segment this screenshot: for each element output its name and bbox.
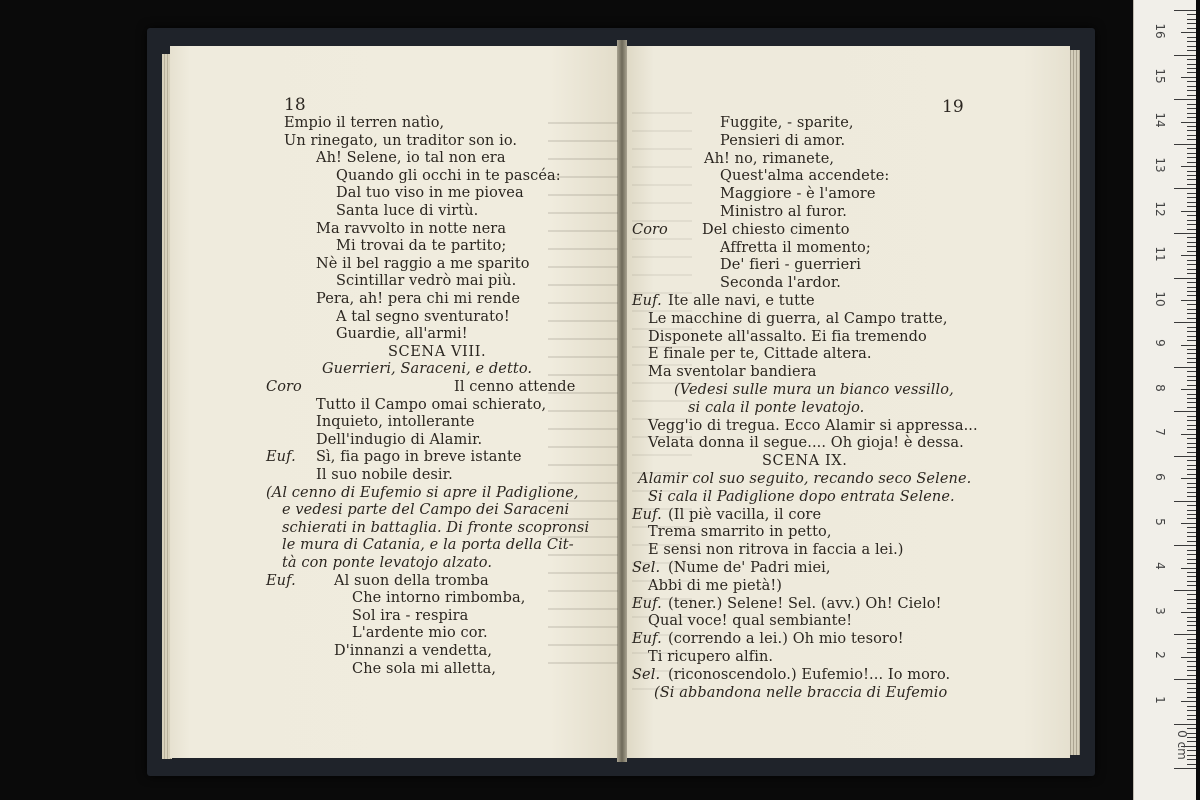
ruler-label: 16 [1153,23,1167,39]
ruler-tick [1174,367,1196,368]
speaker-label: Sel. [632,666,661,683]
ruler-label: 7 [1153,428,1167,437]
ruler-tick [1174,411,1196,412]
ruler-tick [1187,639,1196,640]
ruler-tick [1187,675,1196,676]
ruler-tick [1187,688,1196,689]
ruler-tick [1181,434,1196,435]
ruler-tick [1187,113,1196,114]
ruler-tick [1187,599,1196,600]
ruler-tick [1187,407,1196,408]
ruler-label: 12 [1153,201,1167,218]
ruler-tick [1187,318,1196,319]
text-line: e vedesi parte del Campo dei Saraceni [282,502,570,519]
speaker-label: Euf. [632,506,662,523]
ruler-tick [1187,175,1196,176]
ruler-tick [1187,492,1196,493]
text-line: Che intorno rimbomba, [352,590,526,607]
ruler-tick [1187,666,1196,667]
ruler-tick [1187,117,1196,118]
text-line: Vegg'io di tregua. Ecco Alamir si appressa... [648,417,978,434]
ruler-label: 0 cm [1175,729,1189,760]
ruler-tick [1187,661,1196,662]
ruler-label: 9 [1153,339,1167,347]
ruler-tick [1181,478,1196,479]
ruler-label: 1 [1153,696,1167,704]
ruler-tick [1187,425,1196,426]
ruler-label: 11 [1153,246,1167,262]
text-line: De' fieri - guerrieri [720,257,862,274]
text-line: Ah! no, rimanete, [704,150,835,167]
ruler-tick [1187,184,1196,185]
ruler-tick [1187,68,1196,69]
ruler-tick [1187,86,1196,87]
text-line: Guardie, all'armi! [336,326,468,343]
ruler-tick [1187,460,1196,461]
ruler-tick [1187,554,1196,555]
ruler-tick [1181,255,1196,256]
ruler-tick [1187,327,1196,328]
ruler-tick [1187,108,1196,109]
ruler-tick [1181,32,1196,33]
ruler-tick [1187,371,1196,372]
ruler-tick [1187,559,1196,560]
ruler-tick [1187,630,1196,631]
ruler-label: 13 [1153,157,1167,173]
ruler-tick [1187,287,1196,288]
ruler-tick [1181,345,1196,346]
text-line: (correndo a lei.) Oh mio tesoro! [668,631,904,648]
text-line: Ministro al furor. [720,204,848,220]
text-line: le mura di Catania, e la porta della Cit- [282,537,574,554]
ruler-tick [1187,237,1196,238]
text-line: Maggiore - è l'amore [720,186,876,203]
text-line: Alamir col suo seguito, recando seco Selene. [638,471,972,487]
ruler-tick [1187,340,1196,341]
ruler-tick [1174,501,1196,502]
ruler-tick [1187,37,1196,38]
ruler-tick [1174,278,1196,279]
ruler-tick [1174,768,1196,769]
text-line: Affretta il momento; [720,239,871,256]
text-line: Le macchine di guerra, al Campo tratte, [648,310,948,327]
ruler-tick [1187,402,1196,403]
ruler-tick [1181,166,1196,167]
text-line: Santa luce di virtù. [336,203,479,219]
ruler-tick [1181,701,1196,702]
ruler-tick [1187,41,1196,42]
text-line: Velata donna il segue.... Oh gioja! è dessa. [648,435,964,452]
text-line: Pensieri di amor. [720,132,846,149]
text-line: tà con ponte levatojo alzato. [282,555,493,571]
text-line: schierati in battaglia. Di fronte scopronsi [282,519,590,536]
ruler-tick [1187,474,1196,475]
ruler-tick [1174,233,1196,234]
text-line: Fuggite, - sparite, [720,115,854,131]
ruler-tick [1187,443,1196,444]
text-line: Si cala il Padiglione dopo entrata Selene. [648,488,955,505]
ruler-tick [1174,99,1196,100]
ruler-tick [1187,50,1196,51]
ruler-tick [1181,568,1196,569]
ruler-tick [1187,202,1196,203]
ruler-tick [1187,193,1196,194]
ruler-tick [1174,188,1196,189]
ruler-tick [1187,416,1196,417]
text-line: Un rinegato, un traditor son io. [284,132,518,149]
ruler-tick [1187,447,1196,448]
speaker-label: Euf. [632,631,662,648]
text-line: Che sola mi alletta, [352,660,497,677]
ruler-tick [1181,77,1196,78]
ruler-tick [1181,657,1196,658]
ruler-tick [1187,572,1196,573]
ruler-tick [1187,452,1196,453]
book-gutter [617,40,627,762]
ruler-label: 6 [1153,473,1167,481]
text-line: Del chiesto cimento [702,221,850,238]
speaker-label: Euf. [632,595,662,612]
ruler-tick [1187,197,1196,198]
ruler-tick [1187,251,1196,252]
text-line: E sensi non ritrova in faccia a lei.) [648,542,904,559]
ruler-label: 5 [1153,517,1167,526]
ruler-tick [1187,304,1196,305]
ruler-tick [1187,496,1196,497]
right-page-number: 19 [942,97,964,117]
ruler-tick [1187,295,1196,296]
text-line: Ma sventolar bandiera [648,364,817,381]
ruler-tick [1181,211,1196,212]
text-line: Disponete all'assalto. Ei fia tremendo [648,328,927,345]
text-line: Quando gli occhi in te pascéa: [336,167,561,184]
text-line: Ite alle navi, e tutte [668,293,815,309]
text-line: Ah! Selene, io tal non era [316,150,506,167]
ruler-tick [1187,246,1196,247]
ruler-tick [1187,206,1196,207]
ruler-label: 14 [1153,112,1167,128]
ruler-tick [1187,264,1196,265]
text-line: (Al cenno di Eufemio si apre il Padiglione, [266,484,579,501]
ruler-tick [1181,523,1196,524]
ruler-tick [1187,95,1196,96]
ruler-tick [1187,353,1196,354]
text-line: Trema smarrito in petto, [648,524,832,541]
ruler-tick [1174,634,1196,635]
ruler-tick [1187,576,1196,577]
ruler-tick [1187,229,1196,230]
text-line: Sol ira - respira [352,607,469,624]
ruler-tick [1187,162,1196,163]
ruler-tick [1174,322,1196,323]
ruler-label: 3 [1153,606,1167,615]
text-line: Nè il bel raggio a me sparito [316,255,530,272]
ruler-tick [1187,692,1196,693]
ruler-label: 8 [1153,383,1167,392]
speaker-label: Sel. [632,560,661,576]
ruler-tick [1187,652,1196,653]
ruler-tick [1187,398,1196,399]
ruler-tick [1187,23,1196,24]
ruler-label: 2 [1153,651,1167,660]
ruler-tick [1187,362,1196,363]
ruler-tick [1187,336,1196,337]
text-line: Abbi di me pietà!) [648,577,783,594]
ruler-tick [1187,621,1196,622]
text-line: Ma ravvolto in notte nera [316,220,507,237]
text-line: Qual voce! qual sembiante! [648,613,853,630]
ruler-tick [1187,617,1196,618]
ruler-tick [1174,545,1196,546]
ruler-tick [1187,376,1196,377]
ruler-tick [1187,518,1196,519]
ruler-tick [1187,514,1196,515]
ruler-tick [1187,594,1196,595]
ruler-tick [1187,385,1196,386]
ruler-tick [1187,273,1196,274]
ruler-tick [1187,710,1196,711]
ruler-tick [1187,260,1196,261]
ruler-tick [1187,331,1196,332]
ruler-tick [1187,220,1196,221]
measurement-ruler [1133,0,1196,800]
ruler-tick [1187,104,1196,105]
text-line: Tutto il Campo omai schierato, [316,396,547,413]
text-line: Il suo nobile desir. [316,467,453,483]
ruler-tick [1187,358,1196,359]
ruler-tick [1187,157,1196,158]
text-line: Quest'alma accendete: [720,168,890,185]
ruler-tick [1187,14,1196,15]
scene-heading: SCENA VIII. [388,343,487,360]
ruler-tick [1187,563,1196,564]
ruler-tick [1187,706,1196,707]
ruler-tick [1187,282,1196,283]
ruler-tick [1187,153,1196,154]
ruler-tick [1187,291,1196,292]
ruler-tick [1187,527,1196,528]
text-line: A tal segno sventurato! [336,308,510,325]
text-line: L'ardente mio cor. [352,625,488,642]
text-line: (Vedesi sulle mura un bianco vessillo, [674,382,954,398]
ruler-tick [1187,532,1196,533]
ruler-tick [1187,179,1196,180]
left-page-number: 18 [284,95,306,115]
ruler-tick [1187,487,1196,488]
text-line: Dell'indugio di Alamir. [316,431,483,448]
ruler-tick [1187,148,1196,149]
text-line: Empio il terren natìo, [284,115,445,131]
ruler-tick [1187,505,1196,506]
ruler-label: 4 [1153,562,1167,570]
text-line: Il cenno attende [454,379,576,395]
ruler-tick [1187,697,1196,698]
speaker-label: Euf. [266,449,296,466]
ruler-tick [1174,55,1196,56]
speaker-label: Euf. [266,572,296,589]
text-line: Ti ricupero alfin. [648,649,774,665]
text-line: D'innanzi a vendetta, [334,643,493,659]
ruler-tick [1187,126,1196,127]
ruler-tick [1187,28,1196,29]
ruler-tick [1187,64,1196,65]
ruler-tick [1187,719,1196,720]
ruler-tick [1187,683,1196,684]
text-line: Sì, fia pago in breve istante [316,449,522,466]
ruler-tick [1187,541,1196,542]
ruler-tick [1181,612,1196,613]
ruler-tick [1187,550,1196,551]
text-line: si cala il ponte levatojo. [688,399,865,416]
ruler-tick [1187,135,1196,136]
text-line: (tener.) Selene! Sel. (avv.) Oh! Cielo! [668,595,942,612]
text-line: Scintillar vedrò mai più. [336,273,517,290]
ruler-tick [1187,313,1196,314]
text-line: Pera, ah! pera chi mi rende [316,291,521,307]
speaker-label: Coro [632,221,668,238]
speaker-label: Euf. [632,293,662,309]
text-line: Mi trovai da te partito; [336,238,507,255]
ruler-tick [1187,429,1196,430]
ruler-tick [1187,581,1196,582]
text-line: Inquieto, intollerante [316,414,475,431]
ruler-tick [1187,483,1196,484]
ruler-tick [1187,715,1196,716]
ruler-tick [1174,10,1196,11]
text-line: (riconoscendolo.) Eufemio!... Io moro. [668,666,951,683]
ruler-tick [1187,269,1196,270]
ruler-tick [1187,90,1196,91]
ruler-tick [1187,625,1196,626]
ruler-tick [1187,670,1196,671]
ruler-tick [1174,456,1196,457]
text-line: Guerrieri, Saraceni, e detto. [322,361,533,378]
ruler-tick [1187,242,1196,243]
ruler-tick [1187,465,1196,466]
ruler-tick [1187,349,1196,350]
ruler-tick [1187,130,1196,131]
text-line: Dal tuo viso in me piovea [336,185,524,202]
speaker-label: Coro [266,379,302,395]
ruler-tick [1187,420,1196,421]
ruler-tick [1187,81,1196,82]
ruler-tick [1187,309,1196,310]
text-line: Al suon della tromba [334,572,489,589]
ruler-tick [1187,46,1196,47]
ruler-tick [1187,19,1196,20]
ruler-tick [1187,394,1196,395]
text-line: (Nume de' Padri miei, [668,560,831,576]
text-line: (Il piè vacilla, il core [668,506,822,523]
ruler-tick [1187,469,1196,470]
ruler-tick [1187,72,1196,73]
ruler-tick [1187,536,1196,537]
ruler-tick [1187,648,1196,649]
text-line: E finale per te, Cittade altera. [648,346,872,363]
ruler-tick [1187,224,1196,225]
ruler-tick [1187,643,1196,644]
ruler-tick [1187,59,1196,60]
ruler-tick [1187,139,1196,140]
ruler-tick [1174,679,1196,680]
ruler-tick [1181,122,1196,123]
ruler-tick [1187,608,1196,609]
ruler-tick [1187,438,1196,439]
ruler-tick [1174,144,1196,145]
ruler-tick [1174,590,1196,591]
ruler-tick [1181,389,1196,390]
ruler-tick [1187,603,1196,604]
scene-heading: SCENA IX. [762,453,848,470]
text-line: Seconda l'ardor. [720,275,841,292]
ruler-tick [1187,510,1196,511]
text-line: (Si abbandona nelle braccia di Eufemio [654,684,948,701]
ruler-label: 10 [1153,290,1167,307]
ruler-tick [1187,585,1196,586]
ruler-tick [1187,171,1196,172]
ruler-tick [1187,380,1196,381]
ruler-label: 15 [1153,67,1167,84]
ruler-tick [1187,215,1196,216]
ruler-tick [1181,300,1196,301]
